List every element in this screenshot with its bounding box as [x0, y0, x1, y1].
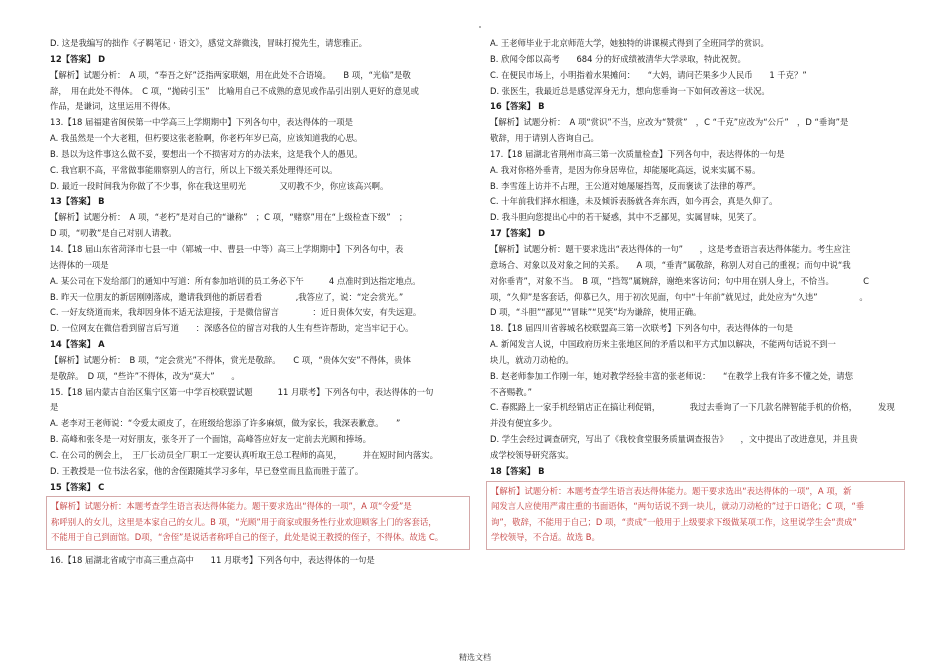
- option-line: D. 张医生，我最近总是感觉浑身无力，想向您垂询一下如何改善这一状况。: [490, 85, 770, 96]
- option-line: D. 学生会经过调查研究，写出了《我校食堂服务质量调查报告》 ，文中提出了改进意见，并且贵: [490, 434, 858, 445]
- question-stem: 16.【18 届湖北省咸宁市高三重点高中 11 月联考】下列各句中，表达得体的一句是: [50, 554, 375, 565]
- answer-line: 13【答案】 B: [50, 196, 105, 207]
- text-line: 敬辞，用于请别人咨询自己。: [490, 133, 599, 144]
- analysis-line: 询”，敬辞，不能用于自己；D 项，“责成”一般用于上级要求下级做某项工作，这里说学生会“责成”: [491, 516, 857, 527]
- option-line: B. 昨天一位朋友的新居刚刚落成，邀请我到他的新居看看 ,我答应了，说：“定会赏光。”: [50, 291, 404, 302]
- left-column: [50, 36, 470, 569]
- option-line: A. 某公司在下发给部门的通知中写道：所有参加培训的员工务必下午 4 点准时到达指定地点。: [50, 275, 421, 286]
- analysis-line: 【解析】试题分析： A 项，“老朽”是对自己的“谦称” ；C 项，“赌察”用在“上级检查下级” ；: [50, 212, 408, 223]
- text-line: 对你垂青”，对象不当。 B 项，“挡驾”属婉辞，谢绝来客访问；句中用在别人身上，不恰当。 C: [490, 275, 870, 286]
- answer-line: 17【答案】 D: [490, 228, 546, 239]
- option-line: C. 我官职不高，平常做事能鼎察别人的言行，所以上下级关系处理得还可以。: [50, 164, 338, 175]
- option-line: B. 高峰和张冬是一对好朋友，张冬开了一个面馆，高峰答应好友一定前去光顾和捧场。: [50, 434, 371, 445]
- analysis-line: 【解析】试题分析： A 项，“奉吾之好”泛指两家联姻，用在此处不合语境。 B 项，“光临”是敬: [50, 69, 411, 80]
- option-line: B. 恳以为这件事这么做不妥，要想出一个不损害对方的办法来，这是我个人的愚见。: [50, 148, 363, 159]
- text-line: 是: [50, 402, 59, 413]
- option-line: C. 十年前我们择水相逢，未及倾诉表肠就各奔东西，如今再会，真是久仰了。: [490, 196, 778, 207]
- option-line: D. 王教授是一位书法名家，他的舍侄跟随其学习多年，早已登堂而且监而胜于蓝了。: [50, 465, 364, 476]
- question-stem: 14.【18 届山东省菏泽市七县一中（郓城一中、曹县一中等）高三上学期期中】下列各句中，表: [50, 243, 404, 254]
- page-footer: 精选文档: [459, 653, 491, 662]
- answer-line: 12【答案】 D: [50, 53, 106, 64]
- question-stem: 18.【18 届四川省蓉城名校联盟高三第一次联考】下列各句中，表达得体的一句是: [490, 323, 794, 334]
- question-stem: 17.【18 届湖北省荆州市高三第一次质量检查】下列各句中，表达得体的一句是: [490, 148, 785, 159]
- option-line: A. 新闻发言人说，中国政府历来主张地区间的矛盾以和平方式加以解决，不能两句话说不到一: [490, 339, 836, 350]
- analysis-line: 学校领导，不合适。故选 B。: [491, 532, 600, 543]
- text-line: D 项，“叨教”是自己对别人请教。: [50, 228, 177, 239]
- option-line: C. 在便民市场上，小明指着水果摊问： “大妈，请问芒果多少人民币 1 千克？”: [490, 69, 807, 80]
- answer-line: 18【答案】 B: [490, 465, 545, 476]
- text-line: 是敬辞。 D 项，“些许”不得体，改为“莫大” 。: [50, 370, 240, 381]
- answer-line: 15【答案】 C: [50, 481, 105, 492]
- text-line: 作品，是谦词，这里运用不得体。: [50, 101, 176, 112]
- analysis-line: 不能用于自己到面馆。D项，“舍侄”是说话者称呼自己的侄子，此处是说王教授的侄子，不得体。故选 C。: [51, 532, 444, 543]
- question-stem: 13.【18 届福建省闽侯第一中学高三上学期期中】下列各句中，表达得体的一项是: [50, 117, 354, 128]
- page-mark: [479, 26, 481, 28]
- option-line: A. 王老师毕业于北京师范大学，她独特的讲课模式得到了全班同学的赏识。: [490, 38, 769, 48]
- text-line: 不吝赐教。”: [490, 386, 533, 397]
- right-column: [490, 36, 905, 553]
- option-line: B. 欣闻令郎以高考 684 分的好成绩被清华大学录取，特此祝贺。: [490, 53, 746, 64]
- option-line: A. 老李对王老师说：“令爱太顽皮了，在班级给您添了许多麻烦，做为家长，我深表歉意。 ”: [50, 418, 401, 429]
- answer-line: 14【答案】 A: [50, 339, 105, 350]
- option-line: A. 我虽然是一个大老粗，但朽要这张老脸啊，你老朽年岁已高，应该知道我的心思。: [50, 133, 363, 144]
- analysis-line: 【解析】试题分析：本题考查学生语言表达得体能力。题干要求选出“得体的一项”，A 项“令爱”是: [51, 501, 412, 512]
- answer-line: 16【答案】 B: [490, 101, 545, 112]
- option-line: C. 春熙路上一家手机经销店正在搞让利促销， 我过去垂询了一下几款名牌智能手机的价格， 发现: [490, 402, 895, 413]
- analysis-box-18: [486, 481, 905, 550]
- option-line: D. 最近一段时间我为你做了不少事，你在我这里叨光 又叨教不少，你应该高兴啊。: [50, 180, 389, 191]
- text-line: 意场合、对象以及对象之间的关系。 A 项，“垂青”属敬辞，称别人对自己的重视；而句中说“我: [490, 259, 851, 270]
- text-line: 达得体的一项是: [50, 259, 109, 270]
- analysis-line: 称呼别人的女儿，这里是本家自己的女儿。B 项，“光顾”用于商家或服务性行业欢迎顾客上门的客套话，: [51, 516, 437, 527]
- analysis-line: 【解析】试题分析： B 项，“定会赏光”不得体，赏光是敬辞。 C 项，“贵体欠安”不得体，贵体: [50, 354, 411, 365]
- option-line: D. 一位网友在微信看到留言后写道 ：深感各位的留言对我的人生有些许帮助，定当牢记于心。: [50, 323, 414, 334]
- text-line: 项，“久仰”是客套话，仰慕已久，用于初次见面，句中“十年前”就见过，此处应为“久违” 。: [490, 291, 868, 302]
- text-line: D 项，“斗胆”“鄙见”“冒昧”“见笑”均为谦辞，使用正确。: [490, 307, 702, 318]
- text-line: 成学校领导研究落实。: [490, 449, 574, 460]
- option-line: B. 李雪莲上访并不占理，王公道对她屡屡挡驾，反而褒读了法律的尊严。: [490, 180, 761, 191]
- text-line: 块儿，就动刀动枪的。: [490, 354, 574, 365]
- option-line: D. 这是我编写的拙作《孑羁笔记 · 语文》，感觉文辞微浅，冒昧打搅先生，请您雅正。: [50, 38, 368, 48]
- analysis-line: 【解析】试题分析：题干要求选出“表达得体的一句” ，这是考查语言表达得体能力。考生应注: [490, 243, 851, 254]
- text-line: 辞， 用在此处不得体。 C 项，“抛砖引玉” 比喻用自己不成熟的意见或作品引出别人更好的意见或: [50, 85, 419, 96]
- analysis-line: 【解析】试题分析：本题考查学生语言表达得体能力。题干要求选出“表达得体的一项”，A 项，新: [491, 485, 852, 496]
- analysis-line: 【解析】试题分析： A 项“赏识”不当，应改为“赞赏” ，C “千克”应改为“公斤” ，D “垂询”是: [490, 117, 849, 128]
- option-line: C. 在公司的例会上， 王厂长动员全厂职工一定要认真听取王总工程师的高见， 并在短时间内落实。: [50, 449, 439, 460]
- question-stem: 15.【18 届内蒙古自治区集宁区第一中学百校联盟试题 11 月联考】下列各句中，表达得体的一句: [50, 386, 434, 397]
- option-line: C. 一好友绕道而来，我却因身体不适无法迎接，于是微信留言 ：近日贵体欠安，有失远迎。: [50, 307, 422, 318]
- analysis-box-15: [46, 496, 470, 550]
- analysis-line: 闻发言人应使用严肃庄重的书面语体，“两句话说不到一块儿，就动刀动枪的”过于口语化；C 项，“垂: [491, 501, 865, 512]
- option-line: B. 赵老师参加工作刚一年，她对教学经验丰富的张老师说： “在教学上我有许多不懂之处，请您: [490, 370, 853, 381]
- text-line: 并没有便宜多少。: [490, 418, 557, 429]
- option-line: D. 我斗胆向您提出心中的若干疑惑，其中不乏鄙见，实属冒味，见笑了。: [490, 212, 762, 223]
- option-line: A. 我对你格外垂青，是因为你身居卑位，却能屡叱高远，说来实属不易。: [490, 164, 761, 175]
